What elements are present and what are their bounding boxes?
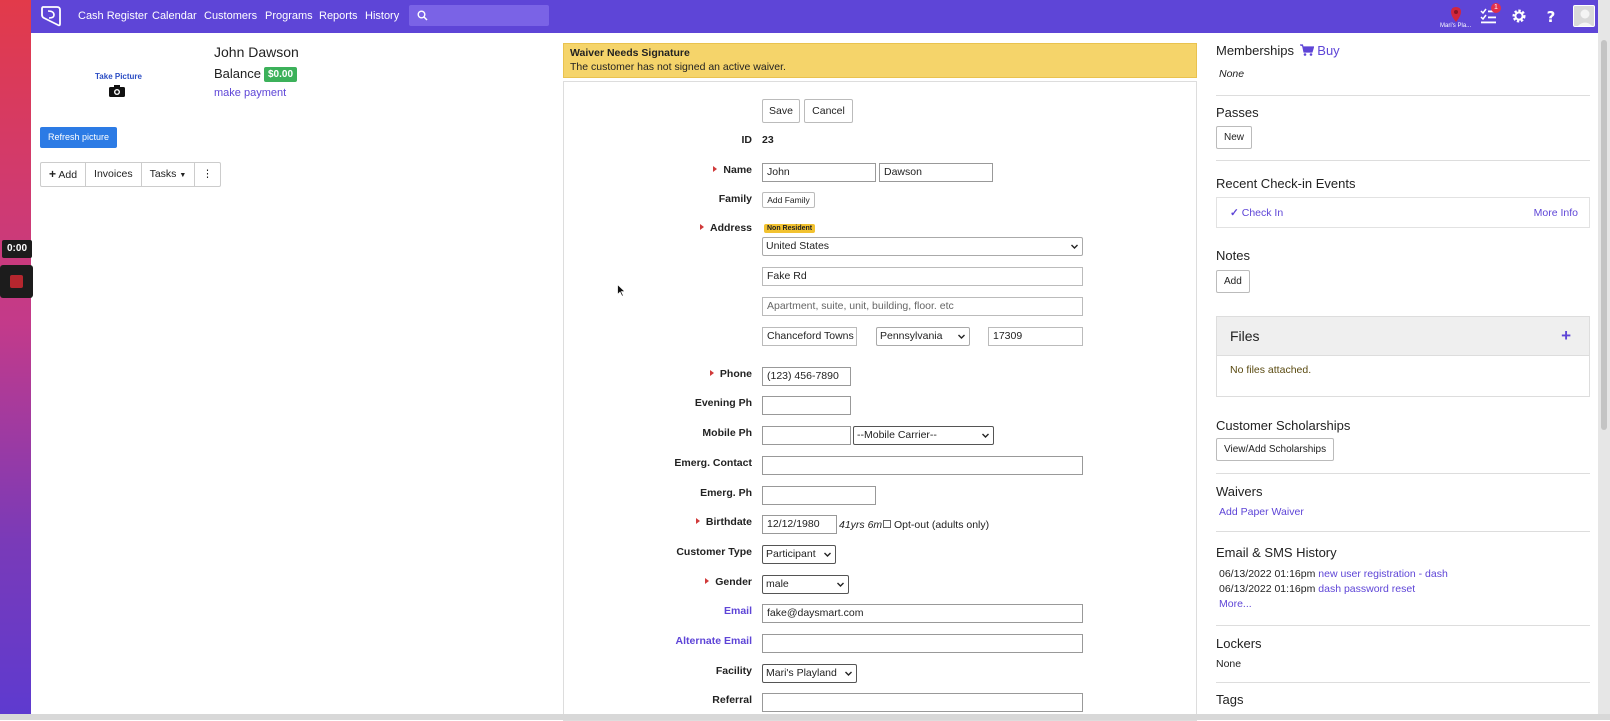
evening-phone-field[interactable] [762, 396, 851, 415]
alternate-email-field[interactable] [762, 634, 1083, 653]
notification-badge: 1 [1491, 3, 1501, 13]
last-name-field[interactable]: Dawson [879, 163, 993, 182]
notes-title: Notes [1216, 248, 1250, 263]
memberships-title: Memberships [1216, 43, 1295, 58]
divider [1216, 625, 1590, 626]
cart-icon [1300, 44, 1314, 56]
svg-text:?: ? [1546, 8, 1556, 25]
birthdate-label: Birthdate [552, 516, 752, 528]
street-field[interactable]: Fake Rd [762, 267, 1083, 286]
emergency-contact-label: Emerg. Contact [674, 457, 752, 469]
search-input[interactable] [409, 5, 549, 26]
email-field[interactable]: fake@daysmart.com [762, 604, 1083, 623]
gender-select[interactable]: male [762, 575, 849, 594]
nav-programs[interactable]: Programs [265, 10, 313, 22]
divider [1216, 531, 1590, 532]
phone-field[interactable]: (123) 456-7890 [762, 367, 851, 386]
files-empty-text: No files attached. [1230, 364, 1312, 376]
tags-title: Tags [1216, 692, 1244, 707]
invoices-button[interactable]: Invoices [86, 163, 142, 186]
files-title: Files [1230, 328, 1260, 344]
required-marker-icon [700, 224, 704, 230]
take-picture-link[interactable]: Take Picture [95, 72, 142, 81]
check-icon: ✓ [1230, 207, 1239, 219]
required-marker-icon [710, 370, 714, 376]
waivers-title: Waivers [1216, 484, 1263, 499]
id-label: ID [741, 134, 752, 146]
window-bottom-edge [0, 714, 1610, 720]
memberships-value: None [1219, 68, 1245, 80]
add-label: Add [58, 169, 78, 181]
divider [1216, 682, 1590, 683]
mouse-cursor-icon [617, 284, 626, 297]
email-history-row [1219, 583, 1593, 595]
make-payment-link[interactable]: make payment [214, 87, 287, 99]
chevron-down-icon [958, 333, 965, 340]
user-avatar[interactable] [1573, 5, 1595, 27]
camera-icon[interactable] [109, 85, 125, 97]
divider [1216, 473, 1590, 474]
emergency-phone-label: Emerg. Ph [700, 487, 752, 499]
help-icon[interactable] [1542, 7, 1560, 25]
divider [1216, 95, 1590, 96]
country-select[interactable]: United States [762, 237, 1083, 256]
chevron-down-icon [982, 432, 989, 439]
city-field[interactable]: Chanceford Towns [762, 327, 857, 346]
more-options-button[interactable] [195, 163, 220, 186]
lockers-title: Lockers [1216, 636, 1262, 651]
alternate-email-label[interactable]: Alternate Email [675, 635, 752, 647]
location-pin-icon[interactable] [1447, 6, 1465, 24]
scrollbar[interactable] [1598, 0, 1610, 720]
nav-history[interactable]: History [365, 10, 400, 22]
email-subject-link[interactable]: dash password reset [1318, 583, 1416, 595]
mobile-phone-field[interactable] [762, 426, 851, 445]
family-label: Family [718, 193, 752, 205]
buy-membership-link[interactable]: Buy [1300, 43, 1340, 58]
email-label[interactable]: Email [723, 605, 752, 617]
cancel-button[interactable]: Cancel [804, 99, 853, 123]
balance-badge: $0.00 [264, 67, 297, 82]
email-subject-link[interactable]: new user registration - dash [1318, 568, 1448, 580]
required-marker-icon [696, 518, 700, 524]
chevron-down-icon [1071, 243, 1078, 250]
add-note-button[interactable]: Add [1216, 270, 1250, 293]
referral-field[interactable] [762, 693, 1083, 712]
refresh-picture-button[interactable]: Refresh picture [40, 127, 117, 148]
divider [1216, 160, 1590, 161]
gear-icon[interactable] [1510, 7, 1528, 25]
phone-label: Phone [552, 368, 752, 380]
facility-select[interactable]: Mari's Playland [762, 664, 857, 683]
mobile-phone-label: Mobile Ph [702, 427, 752, 439]
add-button[interactable] [41, 163, 86, 186]
chevron-down-icon [824, 551, 831, 558]
nav-reports[interactable]: Reports [319, 10, 358, 22]
mobile-carrier-select[interactable]: --Mobile Carrier-- [853, 426, 994, 445]
chevron-down-icon [837, 581, 844, 588]
customer-type-label: Customer Type [676, 546, 752, 558]
facility-label: Facility [715, 665, 752, 677]
gender-label: Gender [552, 576, 752, 588]
save-button[interactable]: Save [762, 99, 800, 123]
scholarships-title: Customer Scholarships [1216, 418, 1351, 433]
nav-calendar[interactable]: Calendar [152, 10, 197, 22]
email-date: 06/13/2022 01:16pm [1219, 583, 1316, 595]
view-add-scholarships-button[interactable]: View/Add Scholarships [1216, 438, 1334, 461]
nav-customers[interactable]: Customers [204, 10, 258, 22]
chevron-down-icon [845, 670, 852, 677]
street2-field[interactable]: Apartment, suite, unit, building, floor. etc [762, 297, 1083, 316]
first-name-field[interactable]: John [762, 163, 876, 182]
non-resident-badge: Non Resident [764, 224, 815, 233]
files-panel [1216, 316, 1590, 397]
desktop-edge [0, 0, 31, 720]
customer-name: John Dawson [214, 44, 299, 60]
balance-label: Balance [214, 66, 261, 81]
add-file-icon[interactable]: + [1561, 326, 1571, 345]
search-icon [417, 10, 428, 21]
location-name: Mari's Pla... [1440, 23, 1472, 29]
customer-type-select[interactable]: Participant [762, 545, 836, 564]
balance [214, 66, 297, 82]
tasks-dropdown[interactable] [142, 163, 196, 186]
waiver-alert-message: The customer has not signed an active waiver. [570, 61, 786, 73]
checkin-title: Recent Check-in Events [1216, 176, 1356, 191]
name-label: Name [552, 164, 752, 176]
email-history-title: Email & SMS History [1216, 545, 1337, 560]
stop-recording-button[interactable] [0, 265, 33, 298]
email-more-link[interactable]: More... [1219, 598, 1252, 610]
emergency-contact-field[interactable] [762, 456, 1083, 475]
required-marker-icon [713, 166, 717, 172]
app-logo-icon[interactable] [40, 4, 62, 28]
scrollbar-thumb[interactable] [1601, 40, 1607, 430]
plus-icon: + [49, 167, 57, 181]
opt-out-label: Opt-out (adults only) [894, 519, 990, 531]
check-in-link[interactable]: ✓ Check In [1230, 207, 1284, 219]
waiver-alert [563, 43, 1197, 78]
birthdate-field[interactable]: 12/12/1980 [762, 515, 837, 534]
referral-label: Referral [712, 694, 752, 706]
new-pass-button[interactable]: New [1216, 126, 1252, 149]
waiver-alert-title: Waiver Needs Signature [570, 47, 690, 59]
more-info-link[interactable]: More Info [1533, 207, 1578, 219]
checkin-events-box [1216, 197, 1590, 228]
recording-timer: 0:00 [2, 240, 32, 258]
customer-action-group [40, 162, 221, 187]
zip-field[interactable]: 17309 [988, 327, 1083, 346]
memberships-header [1216, 43, 1590, 58]
id-value: 23 [762, 134, 774, 146]
caret-down-icon: ▼ [179, 172, 187, 179]
emergency-phone-field[interactable] [762, 486, 876, 505]
stop-icon [10, 275, 23, 288]
opt-out-checkbox[interactable] [883, 520, 891, 528]
lockers-value: None [1216, 658, 1242, 670]
add-paper-waiver-link[interactable]: Add Paper Waiver [1219, 506, 1304, 518]
age-text: 41yrs 6m [839, 519, 883, 531]
add-family-button[interactable]: Add Family [762, 192, 815, 208]
nav-cash-register[interactable]: Cash Register [78, 10, 148, 22]
evening-phone-label: Evening Ph [694, 397, 752, 409]
state-select[interactable]: Pennsylvania [876, 327, 970, 346]
passes-title: Passes [1216, 105, 1259, 120]
email-date: 06/13/2022 01:16pm [1219, 568, 1316, 580]
email-history-row [1219, 568, 1593, 580]
kebab-icon: ⋮ [202, 168, 213, 180]
required-marker-icon [705, 578, 709, 584]
top-navbar [31, 0, 1598, 33]
address-label: Address [552, 222, 752, 234]
tasks-label: Tasks [149, 168, 177, 180]
